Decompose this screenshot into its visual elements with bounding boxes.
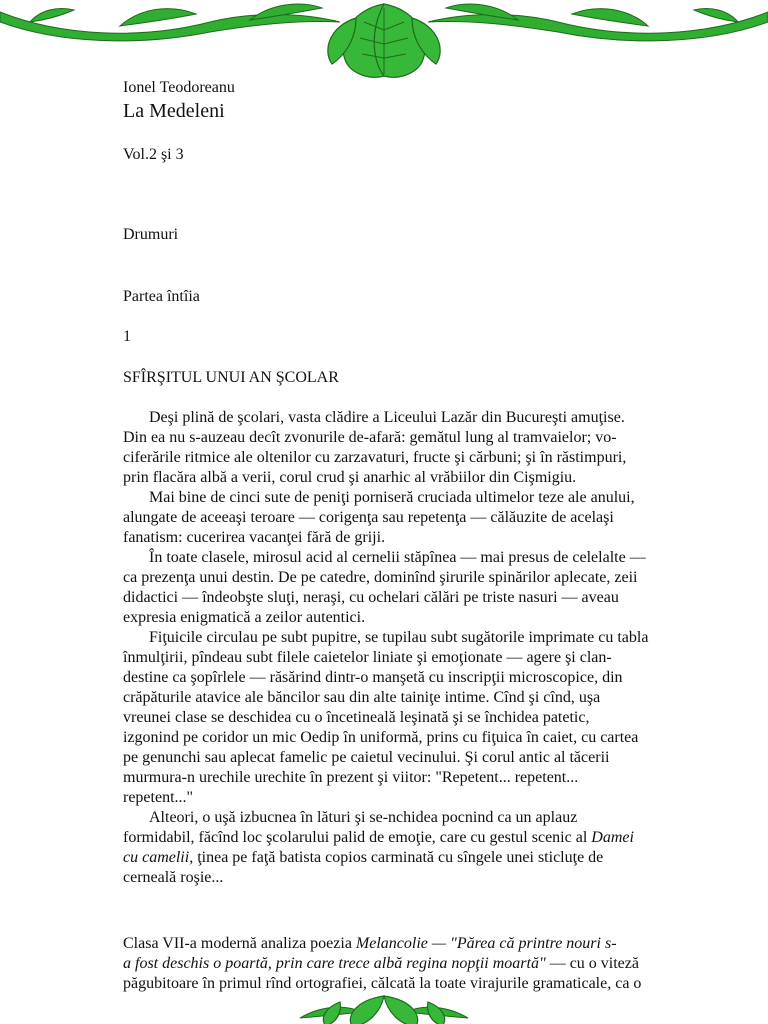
line-text: Din ea nu s-auzeau decît zvonurile de-afară: gemătul lung al tramvaielor; vo- bbox=[123, 429, 617, 446]
text-line bbox=[123, 508, 683, 528]
text-line bbox=[123, 768, 683, 788]
text-line bbox=[123, 568, 683, 588]
italic-text: Damei bbox=[591, 829, 634, 846]
line-text: cerneală roşie... bbox=[123, 869, 224, 886]
line-text: Alteori, o uşă izbucnea în lături şi se-nchidea pocnind ca un aplauz bbox=[149, 809, 578, 826]
chapter-number: 1 bbox=[123, 328, 131, 345]
chapter-body-text bbox=[123, 408, 683, 888]
text-line bbox=[123, 628, 683, 648]
line-text: destine ca şopîrlele — răsărind dintr-o manşetă cu inscripţii microscopice, din bbox=[123, 669, 623, 686]
text-line bbox=[123, 848, 683, 868]
chapter-body-continued bbox=[123, 934, 683, 994]
italic-text: a fost deschis o poartă, prin care trece albă regina nopţii moartă" bbox=[123, 955, 546, 972]
line-text: fanatism: cucerirea vacanţei fără de griji. bbox=[123, 529, 386, 546]
line-text: repetent..." bbox=[123, 789, 194, 806]
line-text: vreunei clase se deschidea cu o încetineală leşinată şi se închidea patetic, bbox=[123, 709, 590, 726]
line-text: expresia enigmatică a zeilor autentici. bbox=[123, 609, 366, 626]
text-line bbox=[123, 808, 683, 828]
text-line bbox=[123, 868, 683, 888]
author-name: Ionel Teodoreanu bbox=[123, 79, 235, 96]
text-line bbox=[123, 548, 683, 568]
line-text: Deşi plină de şcolari, vasta clădire a Liceului Lazăr din Bucureşti amuţise. bbox=[149, 409, 625, 426]
text-line bbox=[123, 788, 683, 808]
line-text: didactici — îndeobşte sluţi, neraşi, cu ochelari călări pe triste nasuri — aveau bbox=[123, 589, 619, 606]
line-text: Mai bine de cinci sute de peniţi porniseră cruciada ultimelor teze ale anului, bbox=[149, 489, 635, 506]
line-text: pe genunchi sau aplecat famelic pe caietul vecinului. Şi corul antic al tăcerii bbox=[123, 749, 610, 766]
text-line bbox=[123, 828, 683, 848]
text-line bbox=[123, 934, 683, 954]
line-text: prin flacăra albă a verii, corul crud şi anarhic al vrăbiilor din Cişmigiu. bbox=[123, 469, 577, 486]
line-text: — cu o viteză bbox=[545, 955, 639, 972]
text-line bbox=[123, 974, 683, 994]
text-line bbox=[123, 668, 683, 688]
line-text: În toate clasele, mirosul acid al cernelii stăpînea — mai presus de celelalte — bbox=[149, 549, 646, 566]
line-text: crăpăturile atavice ale băncilor sau din alte tainiţe intime. Cînd şi cînd, uşa bbox=[123, 689, 601, 706]
top-vine-ornament bbox=[0, 0, 768, 82]
text-line bbox=[123, 708, 683, 728]
text-line bbox=[123, 528, 683, 548]
line-text: Fiţuicile circulau pe subt pupitre, se tupilau subt sugătorile imprimate cu tabla bbox=[149, 629, 649, 646]
text-line bbox=[123, 468, 683, 488]
text-line bbox=[123, 748, 683, 768]
line-text: Clasa VII-a modernă analiza poezia bbox=[123, 935, 356, 952]
italic-text: Melancolie — "Părea că printre nouri s- bbox=[355, 935, 617, 952]
text-line bbox=[123, 608, 683, 628]
text-line bbox=[123, 688, 683, 708]
text-line bbox=[123, 488, 683, 508]
line-text: izgonind pe coridor un mic Oedip în uniformă, prins cu fiţuica în caiet, cu cartea bbox=[123, 729, 639, 746]
line-text: formidabil, făcînd loc şcolarului palid de emoţie, care cu gestul scenic al bbox=[123, 829, 592, 846]
line-text: ciferările ritmice ale oltenilor cu zarzavaturi, fructe şi cărbuni; şi în răstimpuri, bbox=[123, 449, 627, 466]
volume-label: Vol.2 şi 3 bbox=[123, 146, 184, 163]
book-title: La Medeleni bbox=[123, 100, 225, 122]
italic-text: cu camelii, bbox=[123, 849, 194, 866]
line-text: alungate de aceeaşi teroare — corigenţa sau repetenţa — călăuzite de acelaşi bbox=[123, 509, 614, 526]
text-line bbox=[123, 954, 683, 974]
section-title: Drumuri bbox=[123, 226, 179, 243]
text-line bbox=[123, 728, 683, 748]
text-line bbox=[123, 588, 683, 608]
text-line bbox=[123, 648, 683, 668]
text-line bbox=[123, 428, 683, 448]
line-text: murmura-n urechile urechite în prezent şi viitor: "Repetent... repetent... bbox=[123, 769, 579, 786]
line-text: păgubitoare în primul rînd ortografiei, călcată la toate virajurile gramaticale, ca o bbox=[123, 975, 642, 992]
text-line bbox=[123, 408, 683, 428]
line-text: ţinea pe faţă batista copios carminată cu sîngele unei sticluţe de bbox=[193, 849, 604, 866]
bottom-vine-ornament bbox=[0, 992, 768, 1024]
part-title: Partea întîia bbox=[123, 288, 200, 305]
line-text: ca prezenţa unui destin. De pe catedre, dominînd şirurile spinărilor aplecate, zeii bbox=[123, 569, 638, 586]
chapter-title: SFÎRŞITUL UNUI AN ŞCOLAR bbox=[123, 369, 339, 386]
line-text: înmulţirii, pîndeau subt filele caietelor liniate şi emoţionate — agere şi clan- bbox=[123, 649, 612, 666]
text-line bbox=[123, 448, 683, 468]
